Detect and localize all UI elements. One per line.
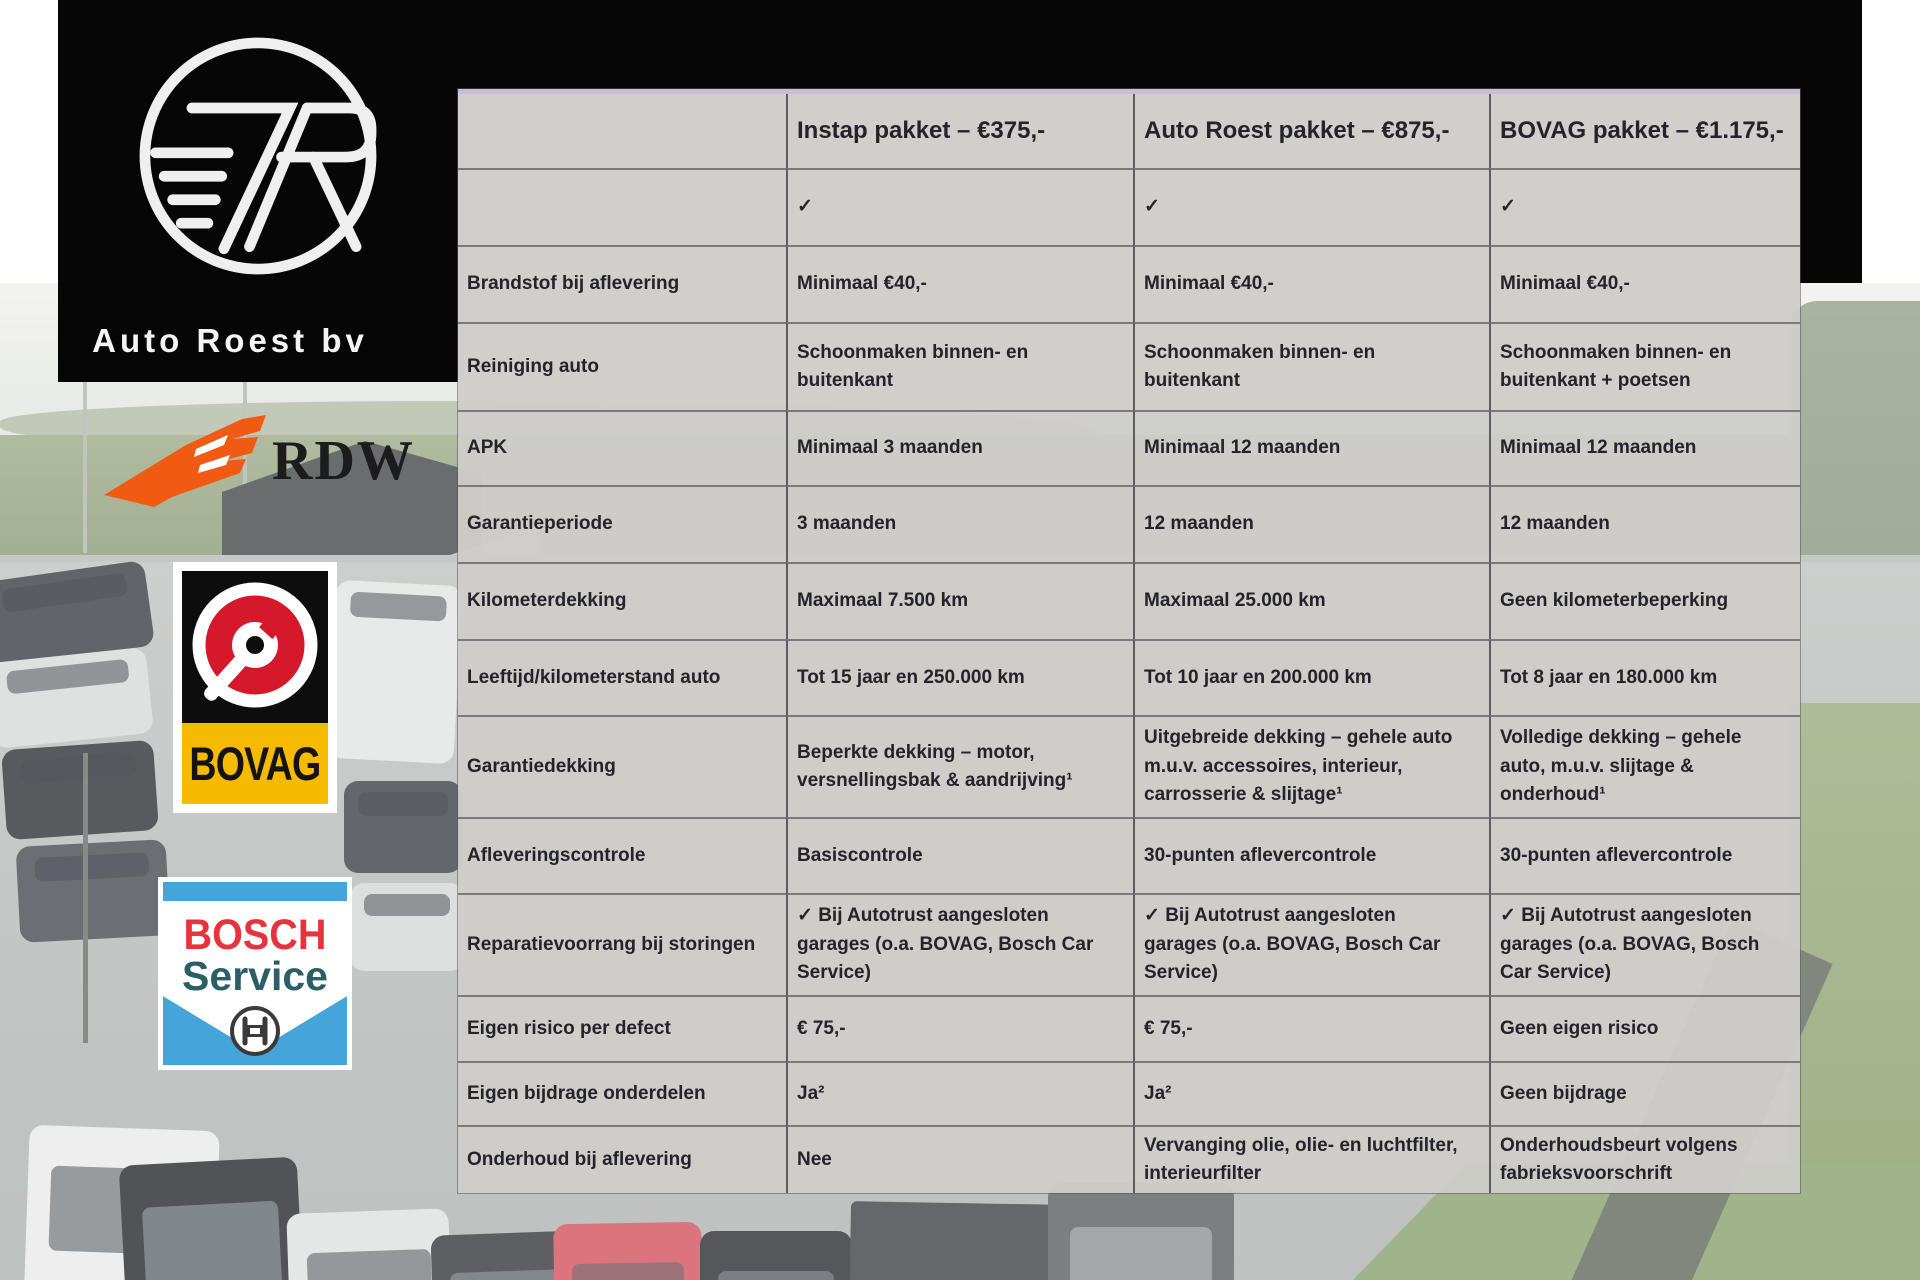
table-cell: Geen eigen risico (1489, 995, 1800, 1061)
package-header: BOVAG pakket – €1.175,- (1489, 94, 1800, 168)
table-cell: Minimaal 12 maanden (1133, 410, 1489, 485)
package-header: Instap pakket – €375,- (786, 94, 1133, 168)
row-label: Reiniging auto (458, 322, 786, 410)
row-label: Onderhoud bij aflevering (458, 1125, 786, 1193)
table-cell: Maximaal 25.000 km (1133, 562, 1489, 639)
table-cell: Geen bijdrage (1489, 1061, 1800, 1125)
bovag-wrench-icon (182, 571, 328, 723)
masthead-right (1800, 0, 1862, 283)
row-label: Brandstof bij aflevering (458, 245, 786, 322)
table-cell: ✓ (1133, 168, 1489, 245)
rdw-wing-icon (100, 415, 270, 510)
table-cell: Schoonmaken binnen- en buitenkant (786, 322, 1133, 410)
table-cell: Minimaal €40,- (1133, 245, 1489, 322)
table-cell: Minimaal 3 maanden (786, 410, 1133, 485)
row-label: Reparatievoorrang bij storingen (458, 893, 786, 995)
bosch-service-logo (158, 877, 352, 1070)
table-cell: Beperkte dekking – motor, versnellingsbak & aandrijving¹ (786, 715, 1133, 817)
table-cell: ✓ (1489, 168, 1800, 245)
bosch-service-text: Service (182, 953, 328, 999)
rdw-logo (100, 415, 415, 510)
row-label (458, 168, 786, 245)
table-cell: Minimaal 12 maanden (1489, 410, 1800, 485)
table-cell: ✓ Bij Autotrust aangesloten garages (o.a. BOVAG, Bosch Car Service) (1489, 893, 1800, 995)
table-cell: 3 maanden (786, 485, 1133, 562)
row-label: APK (458, 410, 786, 485)
bosch-armature-icon (227, 1003, 283, 1059)
table-cell: Volledige dekking – gehele auto, m.u.v. slijtage & onderhoud¹ (1489, 715, 1800, 817)
bovag-symbol-panel (182, 571, 328, 723)
rdw-wordmark: RDW (272, 430, 415, 492)
company-name: Auto Roest bv (92, 322, 368, 359)
table-cell: 30-punten aflevercontrole (1489, 817, 1800, 893)
row-label: Kilometerdekking (458, 562, 786, 639)
table-cell: ✓ Bij Autotrust aangesloten garages (o.a. BOVAG, Bosch Car Service) (1133, 893, 1489, 995)
package-header: Auto Roest pakket – €875,- (1133, 94, 1489, 168)
table-cell: Onderhoudsbeurt volgens fabrieksvoorschrift (1489, 1125, 1800, 1193)
table-cell: Tot 8 jaar en 180.000 km (1489, 639, 1800, 715)
bosch-wordmark: BOSCH (183, 911, 327, 959)
table-cell: € 75,- (1133, 995, 1489, 1061)
table-cell: Minimaal €40,- (786, 245, 1133, 322)
table-cell: € 75,- (786, 995, 1133, 1061)
table-cell: 12 maanden (1489, 485, 1800, 562)
table-cell: Minimaal €40,- (1489, 245, 1800, 322)
table-cell: ✓ Bij Autotrust aangesloten garages (o.a. BOVAG, Bosch Car Service) (786, 893, 1133, 995)
table-cell: ✓ (786, 168, 1133, 245)
auto-roest-logo (130, 22, 386, 290)
table-cell: Maximaal 7.500 km (786, 562, 1133, 639)
table-cell: 12 maanden (1133, 485, 1489, 562)
table-cell: 30-punten aflevercontrole (1133, 817, 1489, 893)
row-label: Eigen bijdrage onderdelen (458, 1061, 786, 1125)
row-label: Leeftijd/kilometerstand auto (458, 639, 786, 715)
row-label: Afleveringscontrole (458, 817, 786, 893)
table-cell: Geen kilometerbeperking (1489, 562, 1800, 639)
row-label: Garantiedekking (458, 715, 786, 817)
table-cell: Ja² (1133, 1061, 1489, 1125)
table-cell: Uitgebreide dekking – gehele auto m.u.v. accessoires, interieur, carrosserie & slijtage¹ (1133, 715, 1489, 817)
table-cell: Schoonmaken binnen- en buitenkant + poetsen (1489, 322, 1800, 410)
package-comparison-table (458, 89, 1800, 1193)
table-cell: Schoonmaken binnen- en buitenkant (1133, 322, 1489, 410)
table-cell: Vervanging olie, olie- en luchtfilter, interieurfilter (1133, 1125, 1489, 1193)
bovag-logo (173, 562, 337, 813)
bovag-wordmark: BOVAG (189, 737, 321, 790)
table-cell: Tot 15 jaar en 250.000 km (786, 639, 1133, 715)
row-label: Eigen risico per defect (458, 995, 786, 1061)
table-cell: Tot 10 jaar en 200.000 km (1133, 639, 1489, 715)
table-cell: Nee (786, 1125, 1133, 1193)
table-cell: Ja² (786, 1061, 1133, 1125)
table-cell: Basiscontrole (786, 817, 1133, 893)
bovag-band (182, 723, 328, 804)
row-label: Garantieperiode (458, 485, 786, 562)
table-corner-cell (458, 94, 786, 168)
